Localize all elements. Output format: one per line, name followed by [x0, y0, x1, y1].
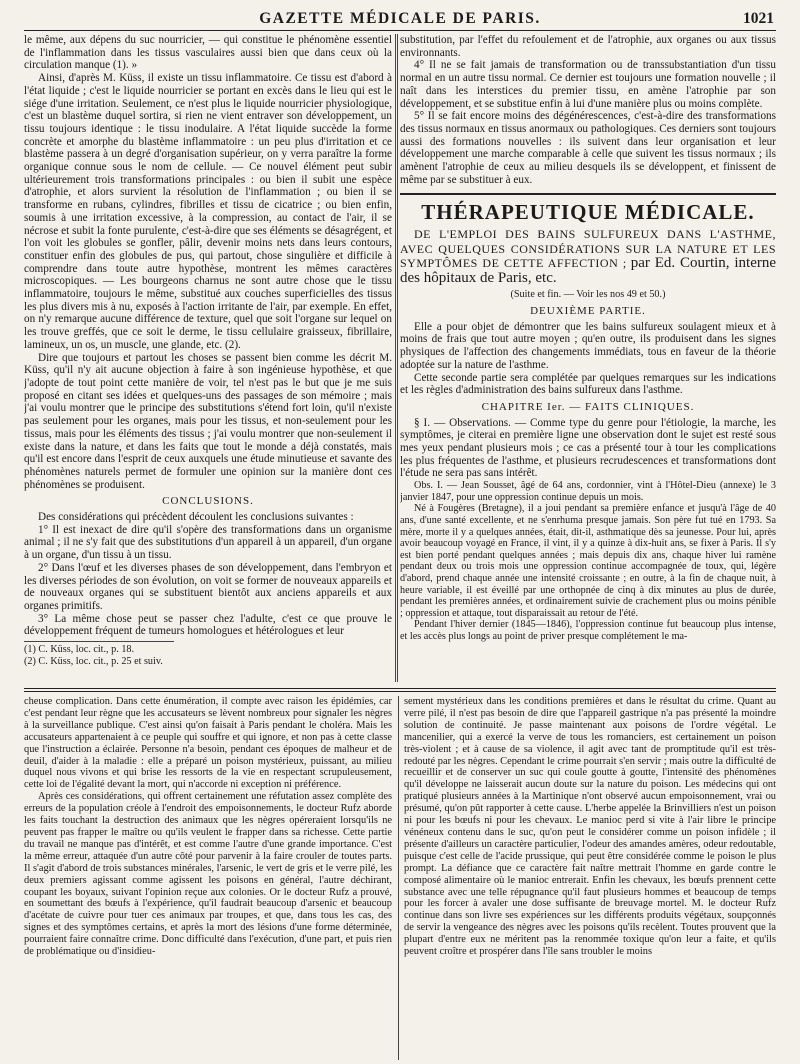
paragraph: 3° La même chose peut se passer chez l'adulte, c'est ce que prouve le développement fréquent de tumeurs homologues et hétérologues et leur	[24, 612, 392, 638]
column-bottom-right	[404, 696, 776, 1060]
paragraph: cheuse complication. Dans cette énumération, il compte avec raison les épidémies, car c'est pendant leur règne que les accusateurs se lèvent nombreux pour signaler les nègres à la surveillance publique. C'est ainsi qu'on faisait à Paris pendant le choléra. Mais les accusateurs appartenaient à ce peuple qui souffre et qui ignore, et non pas à cette classe que l'instruction a éclairée. Personne n'a besoin, pendant ces époques de malheur et de deuil, d'aider à la maladie : elle a préparé un poison mystérieux, puissant, au milieu duquel nous vivons et qui brise les ressorts de la vie en respectant scrupuleusement, cette loi de l'égalité devant la mort, qui n'accorde ni exception ni préférence.	[24, 696, 392, 791]
part-heading: DEUXIÈME PARTIE.	[530, 305, 646, 318]
column-top-left	[24, 34, 392, 682]
horizontal-rule	[24, 691, 776, 692]
paragraph: Né à Fougères (Bretagne), il a joui pendant sa première enfance et jusqu'à l'âge de 40 ans, d'une santé excellente, et ne s'enrhuma presque jamais. Son père fut tué en 1793. Sa mère, morte il y a quelques années, était, dit-il, asthmatique dès sa jeunesse. Pour lui, après avoir beaucoup voyagé en France, il vint, il y a quinze à dix-huit ans, se fixer à Paris. Il s'y est bien porté pendant quelques années ; mais depuis dix ans, chaque hiver lui ramène pendant deux ou trois mois une oppression continue accompagnée de toux, qui, légère d'abord, prend chaque année une intensité croissante ; en outre, à la fin de chaque nuit, à heure variable, il est éveillé par une orthopnée de cinq à dix minutes au plus de durée, pendant les premières années, et ordinairement suivie de crachement plus ou moins pénible ; oppression et attaque, tout disparaissait au retour de l'été.	[400, 503, 776, 619]
article-title	[400, 227, 776, 285]
paragraph: 4° Il ne se fait jamais de transformation ou de transsubstantiation d'un tissu normal en un autre tissu normal. Ce dernier est toujours une formation nouvelle ; il naît dans les interstices du premier tissu, en amène l'atrophie par son développement, et se substitue enfin à lui d'une manière plus ou moins complète.	[400, 59, 776, 110]
conclusions-heading: CONCLUSIONS.	[162, 495, 254, 508]
footnote-rule	[24, 641, 174, 642]
paragraph: Dire que toujours et partout les choses se passent bien comme les décrit M. Küss, qu'il n'y ait aucune objection à faire à son ingénieuse hypothèse, et que j'adopte de tout point cette manière de voir, tel n'est pas le but que je me suis proposé en citant ses idées et quelques-uns des passages de son mémoire ; mais j'ai voulu montrer que le principe des substitutions s'étend fort loin, qu'il n'existe pas seulement pour les organes, mais pour les tissus, et non-seulement pour les tissus, mais pour les éléments des tissus ; j'ai voulu montrer que non-seulement il existe dans la nature, et dans les faits que tout le monde a déjà constatés, mais qu'il est encore dans l'esprit de ceux auxquels une étude minutieuse et savante des phénomènes naturels permet de formuler une opinion sur la manière dont ces phénomènes se produisent.	[24, 351, 392, 491]
column-divider	[398, 696, 399, 1060]
paragraph: substitution, par l'effet du refoulement et de l'atrophie, aux organes ou aux tissus environnants.	[400, 34, 776, 59]
paragraph: le même, aux dépens du suc nourricier, — qui constitue le phénomène essentiel de l'inflammation dans les tissus vasculaires aussi bien que dans ceux où la circulation manque (1). »	[24, 34, 392, 72]
paragraph: 1° Il est inexact de dire qu'il s'opère des transformations dans un organisme animal ; il ne s'y fait que des substitutions d'un appareil à un appareil, d'un organe à un organe, d'un tissu à un tissu.	[24, 523, 392, 562]
paragraph: Cette seconde partie sera complétée par quelques remarques sur les indications et les règles d'administration des bains sulfureux dans l'asthme.	[400, 371, 776, 397]
page-number: 1021	[743, 10, 774, 27]
paragraph: 2° Dans l'œuf et les diverses phases de son développement, dans l'embryon et les diverses périodes de son évolution, on voit se former de nouveaux appareils et de nouveaux organes qui se substituent bientôt aux anciens appareils et aux organes primitifs.	[24, 561, 392, 612]
horizontal-rule	[24, 688, 776, 689]
paragraph: Des considérations qui précèdent découlent les conclusions suivantes :	[38, 511, 354, 524]
article-title-text: DE L'EMPLOI DES BAINS SULFUREUX DANS L'ASTHME, AVEC QUELQUES CONSIDÉRATIONS SUR LA NATURE ET LES SYMPTÔMES DE CETTE AFFECTION ;	[400, 227, 776, 271]
paragraph: Ainsi, d'après M. Küss, il existe un tissu inflammatoire. Ce tissu est d'abord à l'état liquide ; c'est le liquide nourricier se portant en excès dans le lieu qui est le siége d'une irritation. Seulement, ce n'est plus le liquide nourricier physiologique, c'est un blastème duquel sortira, si rien ne vient entraver son développement, un tissu toujours identique : le tissu inodulaire. A l'état liquide succède la forme concrète et amorphe du blastème inflammatoire : un peu plus d'irritation et ce blastème passera à un degré d'organisation supérieur, on y verra paraître la forme organique connue sous le nom de cellule. — Ce nouvel élément peut subir ultérieurement trois transformations principales : ou bien il subit une espèce d'atrophie, et alors survient la résolution de l'inflammation ; ou bien il se transforme en rubans, cylindres, fibrilles et tissu de cicatrice ; ou bien enfin, soumis à une irritation excessive, à la compression, au contact de l'air, il se nécrose et subit la fonte purulente, c'est-à-dire que ses éléments se désagrégent, et l'on voit les globules se gonfler, pâlir, devenir moins nets dans leurs contours, constituer enfin des globules de pus, qui partout, chose singulière et difficile à comprendre dans toute autre hypothèse, montrent les mêmes caractères microscopiques. — Les bourgeons charnus ne sont autre chose que le tissu inflammatoire, toujours le même, substitué aux couches superficielles des tissus les plus divers mis à nu, exposés à l'action irritante de l'air, par exemple. En effet, on n'y remarque aucune différence de texture, quel que soit l'organe sur lequel on les trouve greffés, que ce soit le derme, le tissu cellulaire graisseux, fibrillaire, lamineux, un os, un muscle, une glande, etc. (2).	[24, 72, 392, 351]
paragraph: Obs. I. — Jean Sousset, âgé de 64 ans, cordonnier, vint à l'Hôtel-Dieu (annexe) le 3 janvier 1847, pour une oppression continue depuis un mois.	[400, 480, 776, 503]
column-top-right	[400, 34, 776, 682]
column-bottom-left	[24, 696, 392, 1060]
page-header	[24, 8, 776, 31]
column-divider	[395, 34, 396, 682]
paragraph: § I. — Observations. — Comme type du genre pour l'étiologie, la marche, les symptômes, je citerai en première ligne une observation dont le sujet est resté sous mes yeux pendant plusieurs mois ; ce cas a présenté tour à tour les complications les plus fréquentes de l'asthme, et plusieurs recrudescences et transformations dont l'étude ne sera pas sans intérêt.	[400, 416, 776, 480]
column-divider	[397, 34, 398, 682]
journal-title: GAZETTE MÉDICALE DE PARIS.	[259, 10, 541, 27]
paragraph: Pendant l'hiver dernier (1845—1846), l'oppression continue fut beaucoup plus intense, et les accès plus longs au point de priver presque complétement le ma-	[400, 619, 776, 642]
section-rule	[400, 193, 776, 195]
paragraph: Après ces considérations, qui offrent certainement une réfutation assez complète des erreurs de la population créole à l'endroit des empoisonnements, le docteur Rufz aborde les faits touchant la destruction des animaux que les nègres opéreraient lorsqu'ils ne peuvent pas frapper le maître ou qu'ils veulent le frapper dans sa richesse. Cette partie du travail ne manque pas d'intérêt, et est comme l'autre d'une grande importance. C'est la même erreur, attaquée d'un autre côté pour parvenir à la faire crouler de toutes parts. Il s'agit d'abord de trois substances minérales, l'arsenic, le vert de gris et le verre pilé, les deux premiers agissant comme agissent les poisons en général, l'autre déchirant, coupant les boyaux, suivant l'opinion reçue aux colonies. Or le docteur Rufz a prouvé, en soumettant des bœufs à l'expérience, qu'il faudrait beaucoup d'arsenic et beaucoup d'acétate de cuivre pour tuer ces animaux par troupes, et que, dans tous les cas, des signes et des symptômes certains, et après la mort des lésions d'une forme déterminée, pourraient faire connaître crime. Donc difficulté dans l'exécution, d'une part, et puis rien de problématique ou d'insidieu-	[24, 791, 392, 958]
article-author: par Ed. Courtin, interne des hôpitaux de Paris, etc.	[400, 255, 776, 286]
section-title: THÉRAPEUTIQUE MÉDICALE.	[421, 200, 755, 225]
paragraph: Elle a pour objet de démontrer que les bains sulfureux soulagent mieux et à moins de frais que tout autre moyen ; qu'en outre, ils produisent dans les signes physiques de l'affection des changements immédiats, tous en faveur de la théorie adoptée sur la nature de l'asthme.	[400, 320, 776, 371]
chapter-heading: CHAPITRE Ier. — FAITS CLINIQUES.	[481, 400, 695, 413]
footnote: (1) C. Küss, loc. cit., p. 18.	[24, 644, 135, 656]
paragraph: 5° Il se fait encore moins des dégénérescences, c'est-à-dire des transformations des tissus normaux en tissus anormaux ou pathologiques. Ces derniers sont toujours aussi des formations nouvelles : ils suivent dans leur organisation et leur développement une marche comparable à celle que suivent les tissus normaux ; ils amènent l'atrophie de ceux au milieu desquels ils se développent, et finissent de même par se substituer à eux.	[400, 110, 776, 186]
footnote: (2) C. Küss, loc. cit., p. 25 et suiv.	[24, 655, 163, 667]
paragraph: sement mystérieux dans les conditions premières et dans le résultat du crime. Quant au verre pilé, il n'est pas besoin de dire que l'appareil gastrique n'a pas présenté la moindre solution de continuité. Je passe maintenant aux poisons de l'ordre végétal. Le mancenilier, qui a exercé la verve de tous les romanciers, est certainement un poison très-violent ; et à cause de sa violence, il agit avec tant de promptitude qu'il est très-redouté par les nègres. Cependant le crime pourrait s'en servir ; mais outre la difficulté de recueillir et de conserver un suc qui coule goutte à goutte, l'intensité des phénomènes qu'il développe ne laisserait aucun doute sur la nature du poison. Les médecins qui ont pratiqué plusieurs années à la Martinique n'ont observé aucun empoisonnement, vrai ou présumé, qu'on pût rapporter à cette cause. L'herbe appelée la Brinvilliers n'est un poison ni pour les bœufs ni pour les chevaux. Le manioc perd si vite à l'air libre le principe vénéneux contenu dans le suc, qu'on peut le considérer comme un poison infidèle ; il présente d'ailleurs un caractère particulier, l'odeur des amandes amères, odeur redoutable, puisque c'est celle de l'acide prussique, qui peut être considérée comme le poison le plus prompt. La défiance que ce caractère fait naître mettrait l'homme en garde contre le composé alimentaire où le manioc entrerait. Enfin les chevaux, les bœufs prennent cette substance avec une telle répugnance qu'il faut plusieurs hommes et beaucoup de temps pour les forcer à avaler une dose suffisante de breuvage mortel. M. le docteur Rufz continue dans son livre ses expériences sur les différents produits végétaux, soupçonnés de servir la vengeance des nègres avec les poisons qu'ils recèlent. Toutes prouvent que la plupart d'entre eux ne méritent pas la renommée toxique qu'on leur a faite, et qu'ils peuvent croître et prospérer dans l'île sans troubler le moins	[404, 696, 776, 958]
continuation-note: (Suite et fin. — Voir les nos 49 et 50.)	[510, 289, 666, 301]
